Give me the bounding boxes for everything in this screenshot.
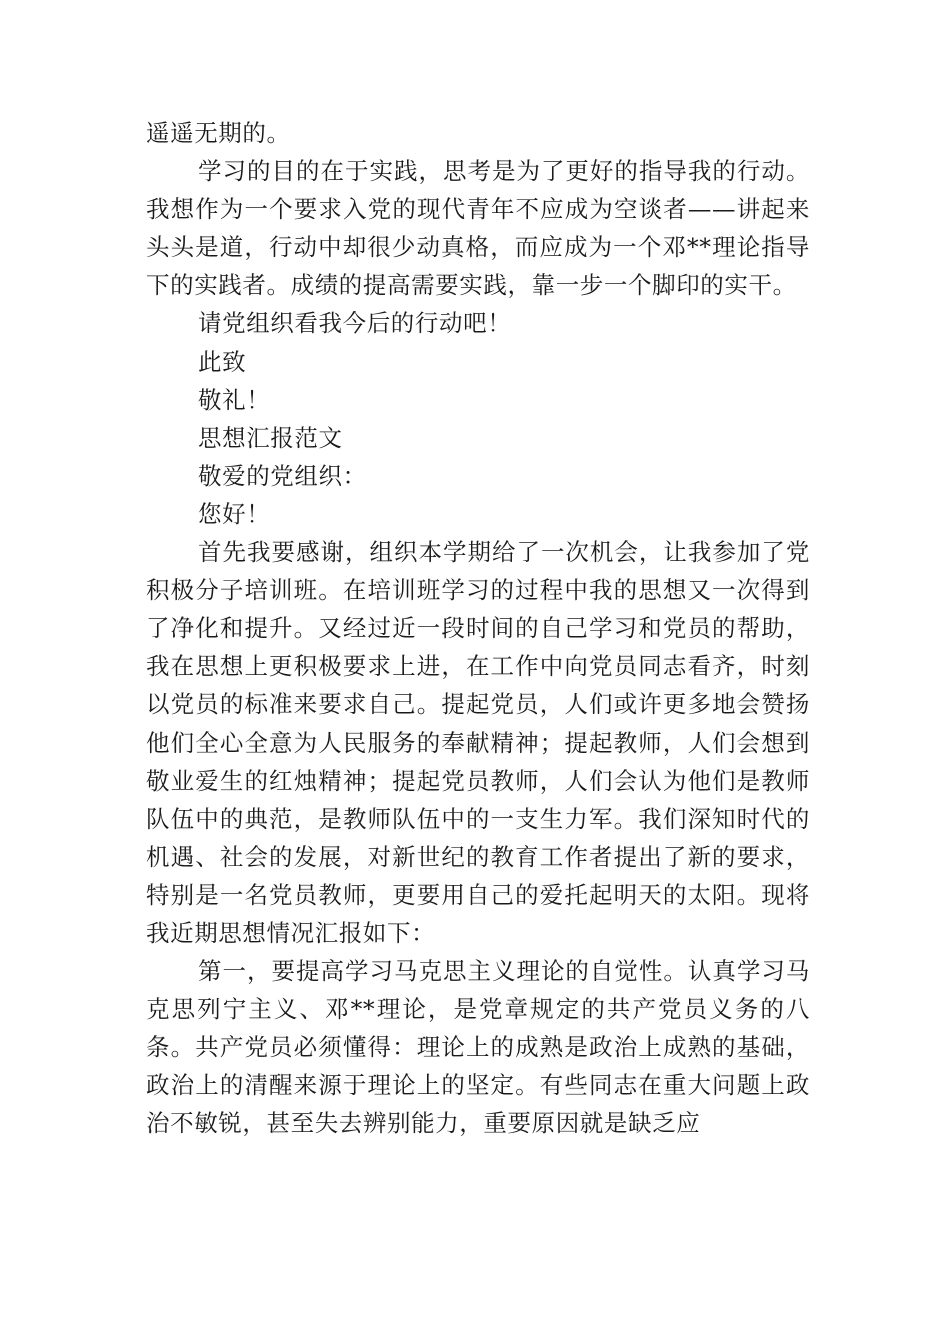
- paragraph-7: 敬爱的党组织：: [198, 461, 367, 490]
- paragraph-8: 您好！: [198, 499, 271, 528]
- paragraph-9: 首先我要感谢，组织本学期给了一次机会，让我参加了党积极分子培训班。在培训班学习的过程中我的思想又一次得到了净化和提升。又经过近一段时间的自己学习和党员的帮助，我在思想上更积极要求上进，在工作中向党员同志看齐，时刻以党员的标准来要求自己。提起党员，人们或许更多地会赞扬他们全心全意为人民服务的奉献精神；提起教师，人们会想到敬业爱生的红烛精神；提起党员教师，人们会认为他们是教师队伍中的典范，是教师队伍中的一支生力军。我们深知时代的机遇、社会的发展，对新世纪的教育工作者提出了新的要求，特别是一名党员教师，更要用自己的爱托起明天的太阳。现将我近期思想情况汇报如下：: [146, 538, 810, 947]
- paragraph-4: 此致: [198, 347, 247, 376]
- document-body: [146, 114, 810, 1143]
- paragraph-6: 思想汇报范文: [198, 423, 343, 452]
- paragraph-3: 请党组织看我今后的行动吧！: [198, 309, 512, 338]
- paragraph-10: 第一，要提高学习马克思主义理论的自觉性。认真学习马克思列宁主义、邓**理论，是党章规定的共产党员义务的八条。共产党员必须懂得：理论上的成熟是政治上成熟的基础，政治上的清醒来源于理论上的坚定。有些同志在重大问题上政治不敏锐，甚至失去辨别能力，重要原因就是缺乏应: [146, 957, 810, 1138]
- paragraph-1: 遥遥无期的。: [146, 119, 291, 147]
- paragraph-5: 敬礼！: [198, 385, 271, 414]
- paragraph-2: 学习的目的在于实践，思考是为了更好的指导我的行动。我想作为一个要求入党的现代青年不应成为空谈者——讲起来头头是道，行动中却很少动真格，而应成为一个邓**理论指导下的实践者。成绩的提高需要实践，靠一步一个脚印的实干。: [146, 157, 810, 300]
